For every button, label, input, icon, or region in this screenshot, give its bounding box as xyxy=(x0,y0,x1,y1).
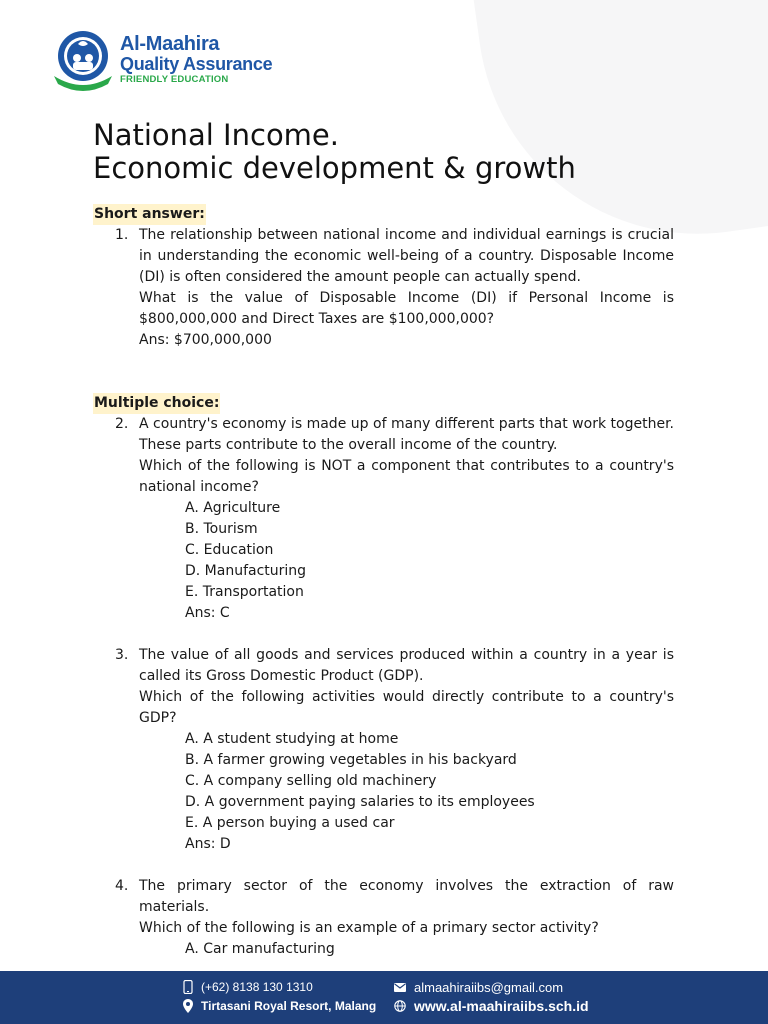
answer-text: Ans: C xyxy=(185,605,230,621)
question-text: The primary sector of the economy involves the extraction of raw materials. xyxy=(139,878,674,915)
footer-email xyxy=(394,980,563,995)
header-logo-block xyxy=(50,28,350,98)
globe-icon xyxy=(394,1000,406,1012)
website-text: www.al-maahiraiibs.sch.id xyxy=(414,998,589,1014)
question-number: 1. xyxy=(115,227,129,243)
brand-name: Al-Maahira xyxy=(120,33,220,55)
page-title xyxy=(93,119,576,185)
phone-number: (+62) 8138 130 1310 xyxy=(201,980,313,994)
phone-icon xyxy=(183,980,193,994)
option-a: A. Car manufacturing xyxy=(185,941,335,957)
answer-text: Ans: D xyxy=(185,836,231,852)
option-e: E. Transportation xyxy=(185,584,304,600)
question-number: 3. xyxy=(115,647,129,663)
question-prompt: Which of the following is NOT a component that contributes to a country's national income? xyxy=(139,458,674,495)
answer-text: Ans: $700,000,000 xyxy=(139,332,272,348)
brand-tagline: FRIENDLY EDUCATION xyxy=(120,74,229,85)
school-logo-icon xyxy=(50,28,116,92)
option-c: C. A company selling old machinery xyxy=(185,773,437,789)
option-b: B. A farmer growing vegetables in his backyard xyxy=(185,752,517,768)
question-3 xyxy=(93,645,674,855)
address-text: Tirtasani Royal Resort, Malang xyxy=(201,999,377,1013)
question-1 xyxy=(93,225,674,351)
location-pin-icon xyxy=(183,999,193,1013)
question-prompt: What is the value of Disposable Income (DI) if Personal Income is $800,000,000 and Direct Taxes are $100,000,000? xyxy=(139,290,674,327)
footer-phone xyxy=(183,980,313,994)
footer-bar xyxy=(0,971,768,1024)
worksheet-content xyxy=(93,204,674,960)
question-prompt: Which of the following is an example of a primary sector activity? xyxy=(139,920,599,936)
option-a: A. Agriculture xyxy=(185,500,281,516)
option-a: A. A student studying at home xyxy=(185,731,399,747)
question-text: The value of all goods and services produced within a country in a year is called its Gross Domestic Product (GDP). xyxy=(139,647,674,684)
question-number: 2. xyxy=(115,416,129,432)
email-text: almaahiraiibs@gmail.com xyxy=(414,980,564,995)
option-c: C. Education xyxy=(185,542,274,558)
question-2 xyxy=(93,414,674,624)
brand-subtitle: Quality Assurance xyxy=(120,54,273,74)
option-d: D. Manufacturing xyxy=(185,563,307,579)
footer-address xyxy=(183,999,376,1013)
option-e: E. A person buying a used car xyxy=(185,815,395,831)
title-line-2: Economic development & growth xyxy=(93,151,576,185)
footer-website xyxy=(394,998,589,1014)
question-text: The relationship between national income and individual earnings is crucial in understanding the economic well-being of a country. Disposable Income (DI) is often considered the amount people can actually spend. xyxy=(139,227,674,285)
mail-icon xyxy=(394,983,406,992)
short-answer-label: Short answer: xyxy=(93,204,206,225)
option-d: D. A government paying salaries to its employees xyxy=(185,794,535,810)
question-number: 4. xyxy=(115,878,129,894)
title-line-1: National Income. xyxy=(93,118,339,152)
multiple-choice-label: Multiple choice: xyxy=(93,393,220,414)
option-b: B. Tourism xyxy=(185,521,258,537)
question-prompt: Which of the following activities would directly contribute to a country's GDP? xyxy=(139,689,674,726)
question-4 xyxy=(93,876,674,960)
question-text: A country's economy is made up of many different parts that work together. These parts contribute to the overall income of the country. xyxy=(139,416,674,453)
